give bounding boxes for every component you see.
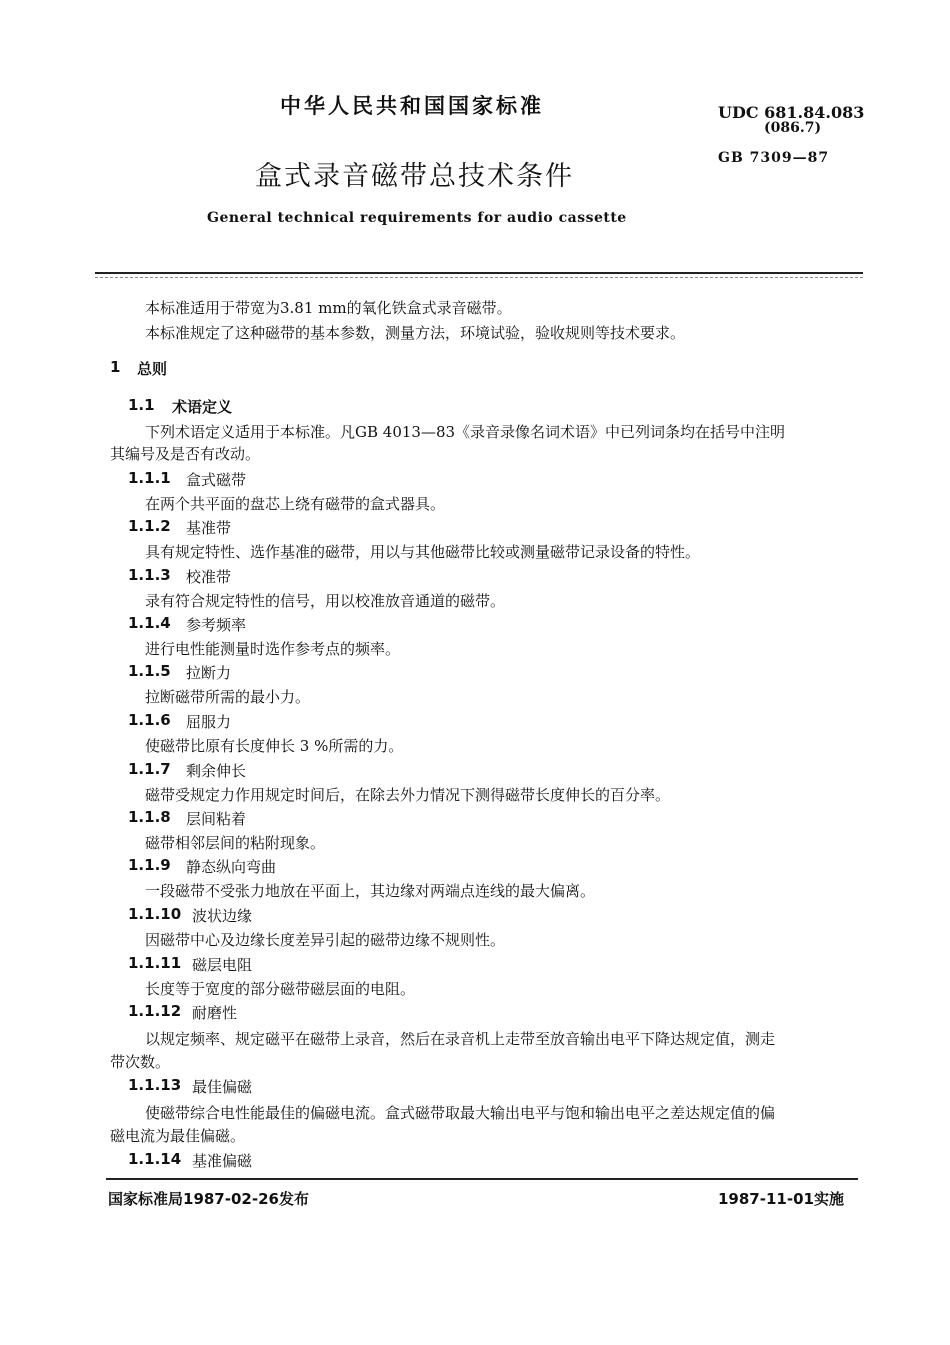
term-definition: 拉断磁带所需的最小力。: [145, 688, 311, 706]
term-definition: 长度等于宽度的部分磁带磁层面的电阻。: [145, 980, 416, 998]
term-definition: 使磁带比原有长度伸长 3 %所需的力。: [145, 737, 404, 755]
term-number: 1.1.2: [128, 517, 171, 535]
paragraph-line: 下列术语定义适用于本标准。凡GB 4013—83《录音录像名词术语》中已列词条均在括号中注明: [145, 423, 786, 441]
intro-line: 本标准适用于带宽为3.81 mm的氧化铁盒式录音磁带。: [145, 299, 512, 317]
issue-date: 国家标准局1987-02-26发布: [108, 1190, 309, 1208]
term-definition: 因磁带中心及边缘长度差异引起的磁带边缘不规则性。: [145, 931, 506, 949]
term-name: 校准带: [186, 568, 232, 586]
term-definition: 磁带相邻层间的粘附现象。: [145, 834, 326, 852]
term-name: 磁层电阻: [192, 956, 253, 974]
term-number: 1.1.10: [128, 905, 182, 923]
term-number: 1.1.11: [128, 954, 182, 972]
term-definition: 使磁带综合电性能最佳的偏磁电流。盒式磁带取最大输出电平与饱和输出电平之差达规定值的偏: [145, 1104, 776, 1122]
section-title: 总则: [137, 360, 168, 378]
udc-code: UDC 681.84.083: [718, 103, 865, 122]
term-definition: 以规定频率、规定磁平在磁带上录音，然后在录音机上走带至放音输出电平下降达规定值，测走: [145, 1030, 776, 1048]
term-name: 基准偏磁: [192, 1152, 253, 1170]
intro-line: 本标准规定了这种磁带的基本参数，测量方法，环境试验，验收规则等技术要求。: [145, 324, 686, 342]
term-name: 层间粘着: [186, 810, 247, 828]
term-number: 1.1.6: [128, 711, 171, 729]
term-name: 盒式磁带: [186, 471, 247, 489]
section-number: 1: [110, 358, 121, 376]
term-name: 最佳偏磁: [192, 1078, 253, 1096]
issuing-organization: 中华人民共和国国家标准: [280, 94, 544, 118]
term-number: 1.1.5: [128, 662, 171, 680]
term-definition: 磁电流为最佳偏磁。: [110, 1127, 246, 1145]
term-definition: 具有规定特性、选作基准的磁带，用以与其他磁带比较或测量磁带记录设备的特性。: [145, 543, 701, 561]
term-definition: 录有符合规定特性的信号，用以校准放音通道的磁带。: [145, 592, 506, 610]
term-name: 静态纵向弯曲: [186, 858, 277, 876]
term-name: 耐磨性: [192, 1004, 238, 1022]
term-number: 1.1.12: [128, 1002, 182, 1020]
term-name: 基准带: [186, 519, 232, 537]
paragraph-line: 其编号及是否有改动。: [110, 445, 261, 463]
udc-code-sub: (086.7): [764, 120, 822, 136]
title-chinese: 盒式录音磁带总技术条件: [255, 161, 574, 192]
term-number: 1.1.8: [128, 808, 171, 826]
term-definition: 进行电性能测量时选作参考点的频率。: [145, 640, 401, 658]
term-name: 波状边缘: [192, 907, 253, 925]
term-number: 1.1.14: [128, 1150, 182, 1168]
term-number: 1.1.7: [128, 760, 171, 778]
header-rule-dashed: [95, 277, 863, 278]
term-number: 1.1.13: [128, 1076, 182, 1094]
subsection-title: 术语定义: [172, 398, 233, 416]
subsection-number: 1.1: [128, 396, 155, 414]
effective-date: 1987-11-01实施: [718, 1190, 844, 1208]
header-rule: [95, 272, 863, 274]
term-definition: 在两个共平面的盘芯上绕有磁带的盒式器具。: [145, 495, 446, 513]
term-number: 1.1.4: [128, 614, 171, 632]
term-number: 1.1.3: [128, 566, 171, 584]
term-definition: 磁带受规定力作用规定时间后，在除去外力情况下测得磁带长度伸长的百分率。: [145, 786, 671, 804]
term-definition: 一段磁带不受张力地放在平面上，其边缘对两端点连线的最大偏离。: [145, 882, 596, 900]
term-name: 屈服力: [186, 713, 232, 731]
title-english: General technical requirements for audio cassette: [207, 210, 627, 226]
term-number: 1.1.9: [128, 856, 171, 874]
footer-rule: [106, 1178, 858, 1180]
term-number: 1.1.1: [128, 469, 171, 487]
term-name: 参考频率: [186, 616, 247, 634]
term-definition: 带次数。: [110, 1053, 171, 1071]
term-name: 拉断力: [186, 664, 232, 682]
term-name: 剩余伸长: [186, 762, 247, 780]
standard-number: GB 7309—87: [718, 150, 830, 166]
